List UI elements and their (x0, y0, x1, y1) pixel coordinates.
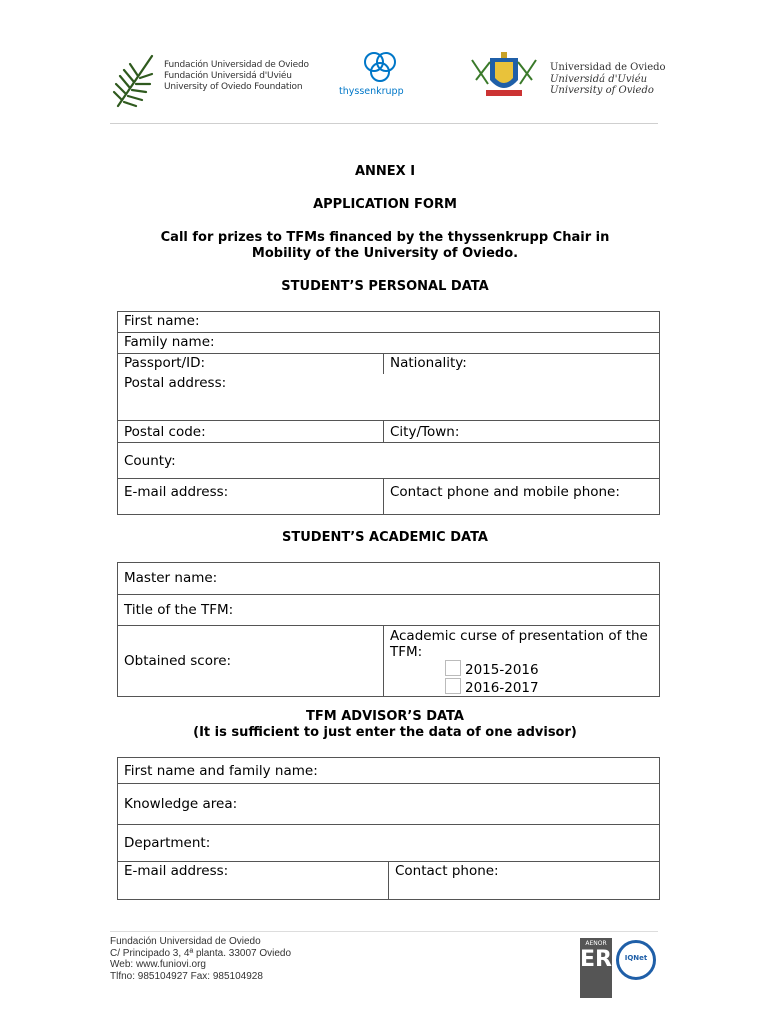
university-crest-icon (468, 50, 540, 102)
fundacion-logo (112, 52, 309, 112)
header-divider (110, 123, 658, 124)
thyssenkrupp-rings-icon (358, 50, 402, 86)
advisor-note: (It is sufficient to just enter the data of one advisor) (193, 725, 577, 740)
personal-data-table (117, 311, 660, 515)
advisor-email-field[interactable]: E-mail address: (118, 862, 389, 900)
nationality-field[interactable]: Nationality: (384, 354, 660, 374)
contact-phone-field[interactable]: Contact phone and mobile phone: (384, 479, 660, 515)
university-line-1: Universidad de Oviedo (550, 62, 666, 73)
academic-curse-label: Academic curse of presentation of the TFM: (390, 628, 648, 660)
academic-data-table (117, 562, 660, 697)
footer-line-3[interactable]: Web: www.funiovi.org (110, 959, 206, 970)
city-field[interactable]: City/Town: (384, 421, 660, 443)
option-2016[interactable]: 2016-2017 (390, 678, 653, 696)
fundacion-line-1: Fundación Universidad de Oviedo (164, 60, 309, 70)
university-logo (468, 50, 668, 106)
checkbox-2016[interactable] (445, 678, 461, 694)
tfm-title-field[interactable]: Title of the TFM: (118, 595, 660, 626)
obtained-score-field[interactable]: Obtained score: (118, 626, 384, 697)
university-line-2: Universidá d'Uviéu (550, 73, 648, 85)
aenor-badge: AENOR ER (580, 938, 612, 998)
call-line-2: Mobility of the University of Oviedo. (251, 246, 519, 261)
postal-code-field[interactable]: Postal code: (118, 421, 384, 443)
first-name-field[interactable]: First name: (118, 312, 660, 333)
leaf-icon (112, 52, 158, 110)
personal-data-heading: STUDENT’S PERSONAL DATA (281, 279, 489, 294)
thyssenkrupp-logo (335, 50, 425, 100)
footer-line-2: C/ Principado 3, 4ª planta. 33007 Oviedo (110, 947, 292, 959)
advisor-data-heading: TFM ADVISOR’S DATA (306, 709, 464, 724)
advisor-name-field[interactable]: First name and family name: (118, 758, 660, 784)
iqnet-badge (616, 940, 656, 980)
footer-line-4: Tlfno: 985104927 Fax: 985104928 (110, 970, 263, 982)
fundacion-line-2: Fundación Universidá d'Uviéu (164, 71, 292, 81)
academic-curse-cell (384, 626, 660, 697)
email-field[interactable]: E-mail address: (118, 479, 384, 515)
university-line-3: University of Oviedo (550, 85, 654, 96)
postal-address-field[interactable]: Postal address: (118, 374, 660, 421)
checkbox-2015[interactable] (445, 660, 461, 676)
passport-field[interactable]: Passport/ID: (118, 354, 384, 374)
annex-heading: ANNEX I (354, 164, 416, 179)
call-line-1: Call for prizes to TFMs financed by the thyssenkrupp Chair in (160, 230, 610, 245)
master-name-field[interactable]: Master name: (118, 563, 660, 595)
department-field[interactable]: Department: (118, 825, 660, 862)
aenor-label: AENOR (585, 940, 607, 947)
county-field[interactable]: County: (118, 443, 660, 479)
fundacion-line-3: University of Oviedo Foundation (164, 82, 303, 92)
advisor-data-table (117, 757, 660, 900)
footer-divider (110, 931, 658, 932)
footer-address (110, 936, 291, 982)
iqnet-label: IQNet (624, 954, 648, 962)
academic-data-heading: STUDENT’S ACADEMIC DATA (282, 530, 488, 545)
advisor-phone-field[interactable]: Contact phone: (389, 862, 660, 900)
knowledge-area-field[interactable]: Knowledge area: (118, 784, 660, 825)
footer-line-1: Fundación Universidad de Oviedo (110, 936, 261, 947)
thyssenkrupp-wordmark: thyssenkrupp (339, 86, 404, 97)
form-heading: APPLICATION FORM (313, 197, 457, 212)
family-name-field[interactable]: Family name: (118, 333, 660, 354)
option-2015[interactable]: 2015-2016 (390, 660, 653, 678)
